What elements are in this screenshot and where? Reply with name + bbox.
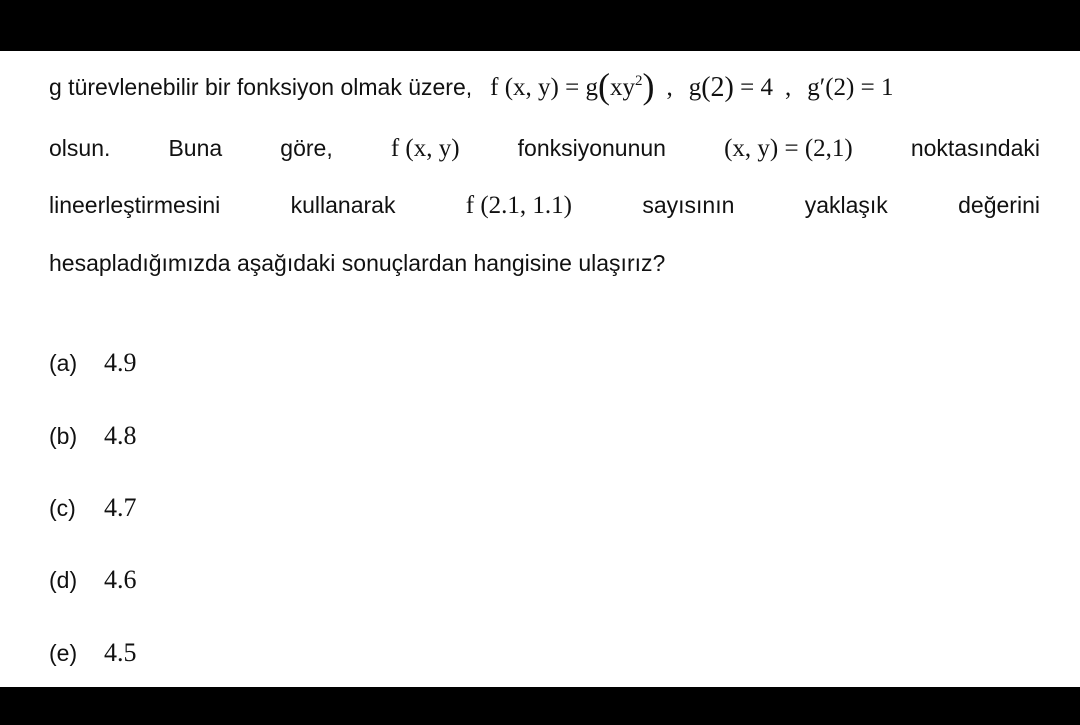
option-label: (e) <box>49 640 78 666</box>
word: fonksiyonunun <box>517 135 666 161</box>
word: noktasındaki <box>910 135 1040 161</box>
separator: , <box>785 74 792 101</box>
word: değerini <box>958 192 1040 218</box>
word: lineerleştirmesini <box>49 192 221 218</box>
option-e[interactable] <box>49 638 137 668</box>
math-point: (x, y) = (2,1) <box>724 135 853 162</box>
word: yaklaşık <box>804 192 888 218</box>
option-value: 4.5 <box>104 638 137 667</box>
word: Buna <box>168 135 223 161</box>
option-c[interactable] <box>49 493 137 523</box>
document-page <box>0 51 1080 687</box>
question-line-2 <box>49 135 1040 163</box>
option-b[interactable] <box>49 421 137 451</box>
question-intro-text: g türevlenebilir bir fonksiyon olmak üzere, <box>49 74 473 100</box>
option-value: 4.8 <box>104 421 137 450</box>
word: sayısının <box>642 192 735 218</box>
question-line-4 <box>49 250 1040 277</box>
word: göre, <box>280 135 333 161</box>
question-closing-text: hesapladığımızda aşağıdaki sonuçlardan hangisine ulaşırız? <box>49 250 666 276</box>
option-value: 4.6 <box>104 565 137 594</box>
math-f-value: f (2.1, 1.1) <box>465 192 573 219</box>
option-d[interactable] <box>49 565 137 595</box>
condition-gprime2: g′(2) = 1 <box>807 74 894 101</box>
question-line-1 <box>49 65 1040 106</box>
top-black-bar <box>0 0 1080 51</box>
bottom-black-bar <box>0 687 1080 725</box>
word: olsun. <box>49 135 111 161</box>
option-value: 4.9 <box>104 348 137 377</box>
option-label: (d) <box>49 567 78 593</box>
function-definition: f (x, $y) = g(xy^2)$ <box>490 66 655 106</box>
word: kullanarak <box>290 192 396 218</box>
option-label: (b) <box>49 423 78 449</box>
question-line-3 <box>49 192 1040 220</box>
option-value: 4.7 <box>104 493 137 522</box>
math-f-xy: f (x, y) <box>390 135 460 162</box>
condition-g2: g(2) = 4 <box>688 72 773 103</box>
option-a[interactable] <box>49 348 137 378</box>
option-label: (c) <box>49 495 76 521</box>
separator: , <box>666 74 673 101</box>
option-label: (a) <box>49 350 78 376</box>
